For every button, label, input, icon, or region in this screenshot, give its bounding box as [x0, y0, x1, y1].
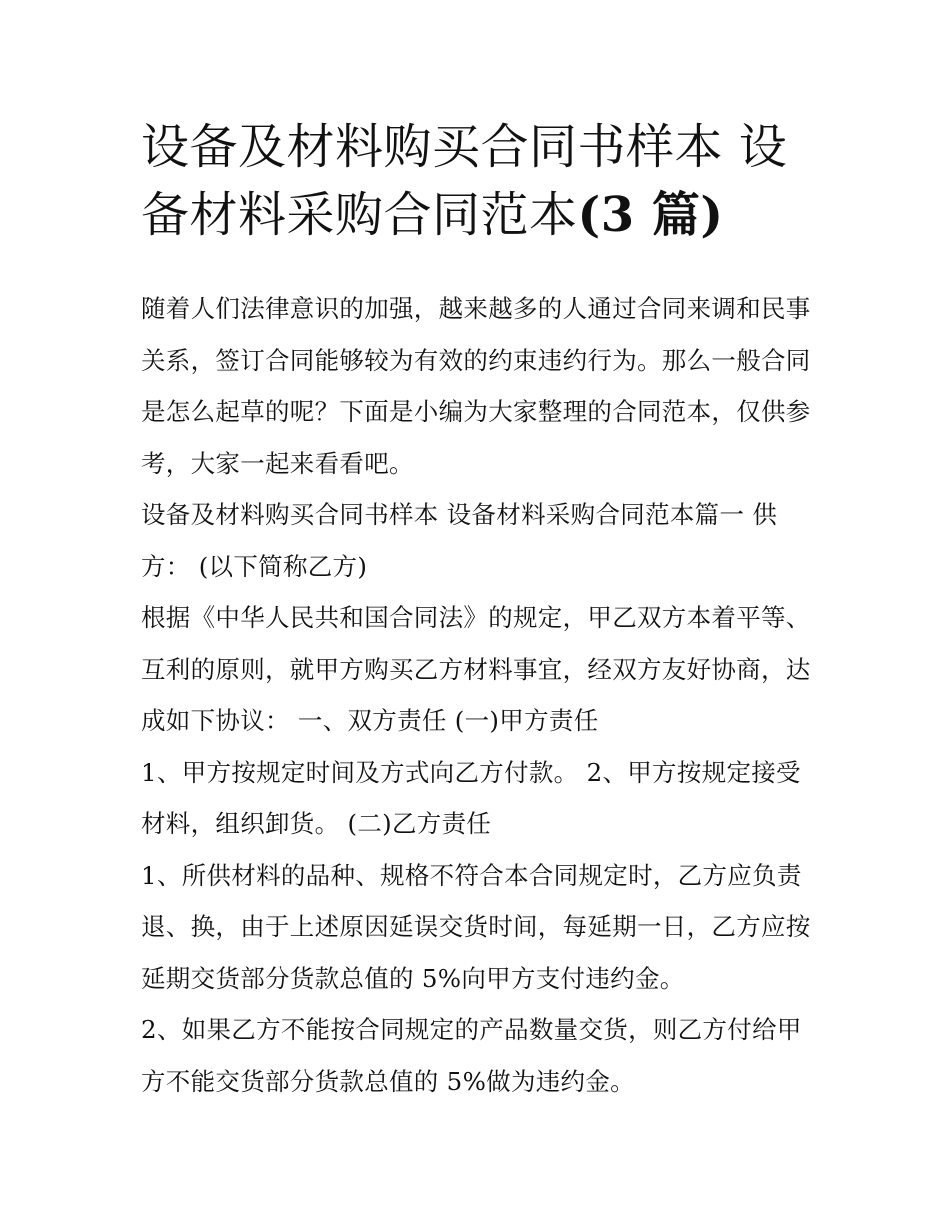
text-line: 随着人们法律意识的加强，越来越多的人通过合同来调和民事 — [141, 294, 811, 323]
document-body — [141, 283, 821, 1107]
section-heading-paragraph — [141, 489, 821, 592]
text-line: 退、换，由于上述原因延误交货时间，每延期一日，乙方应按 — [141, 912, 811, 941]
text-line: 1、所供材料的品种、规格不符合本合同规定时，乙方应负责 — [141, 860, 802, 890]
text-line: 成如下协议： 一、双方责任 (一)甲方责任 — [141, 706, 599, 735]
text-line: 1、甲方按规定时间及方式向乙方付款。 2、甲方按规定接受 — [141, 757, 801, 787]
text-line: 设备及材料购买合同书样本 设备材料采购合同范本篇一 供 — [141, 500, 778, 529]
party-b-clause-1-paragraph — [141, 850, 821, 1005]
text-line: 根据《中华人民共和国合同法》的规定，甲乙双方本着平等、 — [141, 603, 811, 632]
text-line: 材料，组织卸货。 (二)乙方责任 — [141, 809, 492, 838]
party-a-duties-paragraph — [141, 747, 821, 850]
text-line: 方不能交货部分货款总值的 5%做为违约金。 — [141, 1066, 635, 1096]
text-line: 互利的原则，就甲方购买乙方材料事宜，经双方友好协商，达 — [141, 654, 811, 684]
party-b-clause-2-paragraph — [141, 1004, 821, 1107]
title-count: (3 篇) — [577, 187, 724, 243]
text-line: 关系，签订合同能够较为有效的约束违约行为。那么一般合同 — [141, 345, 811, 375]
text-line: 2、如果乙方不能按合同规定的产品数量交货，则乙方付给甲 — [141, 1015, 802, 1044]
preamble-paragraph — [141, 592, 821, 747]
text-line: 方： (以下简称乙方) — [141, 551, 368, 581]
text-line: 是怎么起草的呢？下面是小编为大家整理的合同范本，仅供参 — [141, 397, 811, 426]
intro-paragraph — [141, 283, 821, 489]
text-line: 延期交货部分货款总值的 5%向甲方支付违约金。 — [141, 963, 685, 993]
document-title — [141, 113, 821, 249]
text-line: 考，大家一起来看看吧。 — [141, 448, 414, 478]
title-line-2-text: 备材料采购合同范本 — [141, 187, 578, 243]
title-line-1: 设备及材料购买合同书样本 设 — [141, 119, 788, 175]
title-line-2 — [141, 181, 821, 249]
